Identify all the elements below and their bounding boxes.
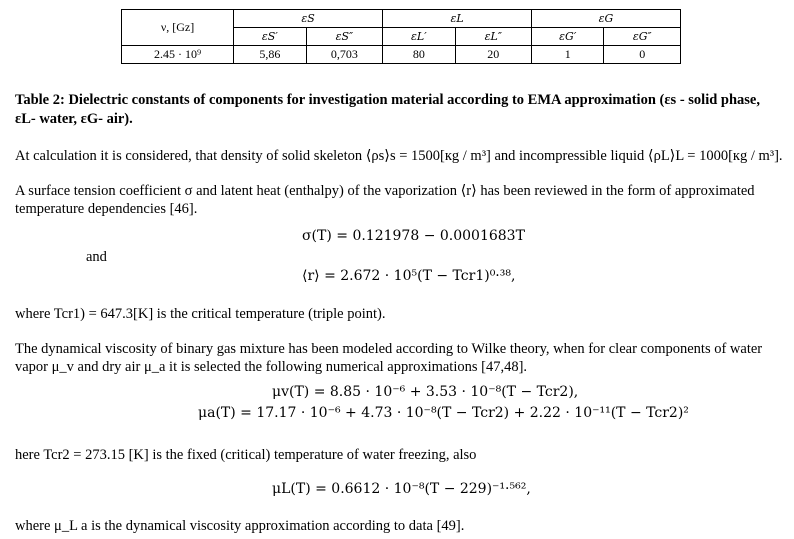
liquid-sub-header-1: εL′ <box>383 28 455 46</box>
gas-imag-value: 0 <box>604 46 681 64</box>
frequency-value: 2.45 · 10⁹ <box>122 46 234 64</box>
table-caption-line1: Table 2: Dielectric constants of components for investigation material according to EMA approximation (εs - solid phase, <box>15 92 760 108</box>
frequency-header: ν, [Gz] <box>122 10 234 46</box>
surface-tension-paragraph-line2: temperature dependencies [46]. <box>15 201 198 217</box>
surface-tension-paragraph-line1: A surface tension coefficient σ and latent heat (enthalpy) of the vaporization ⟨r⟩ has been reviewed in the form of approximated <box>15 183 755 199</box>
equation-sigma: σ(T) = 0.121978 − 0.0001683T <box>302 228 525 244</box>
equation-mu-L: μL(T) = 0.6612 · 10⁻⁸(T − 229)⁻¹·⁵⁶², <box>272 481 531 497</box>
gas-group-header: εG <box>532 10 681 28</box>
liquid-sub-header-2: εL″ <box>455 28 531 46</box>
solid-real-value: 5,86 <box>234 46 307 64</box>
viscosity-paragraph-line2: vapor μ_v and dry air μ_a it is selected the following numerical approximations [47,48]. <box>15 359 528 375</box>
density-paragraph: At calculation it is considered, that density of solid skeleton ⟨ρs⟩s = 1500[кg / m³] and incompressible liquid ⟨ρL⟩L = 1000[кg / m³]. <box>15 148 783 164</box>
gas-sub-header-2: εG″ <box>604 28 681 46</box>
equation-r: ⟨r⟩ = 2.672 · 10⁵(T − Tcr1)⁰·³⁸, <box>302 268 516 284</box>
table-caption-line2: εL- water, εG- air). <box>15 111 133 127</box>
freezing-temp-paragraph: here Tcr2 = 273.15 [K] is the fixed (critical) temperature of water freezing, also <box>15 447 477 463</box>
and-label: and <box>86 249 107 265</box>
liquid-real-value: 80 <box>383 46 455 64</box>
viscosity-paragraph-line1: The dynamical viscosity of binary gas mixture has been modeled according to Wilke theory, when for clear components of water <box>15 341 763 357</box>
equation-mu-v: μv(T) = 8.85 · 10⁻⁶ + 3.53 · 10⁻⁸(T − Tcr2), <box>272 384 579 400</box>
gas-sub-header-1: εG′ <box>532 28 604 46</box>
liquid-group-header: εL <box>383 10 532 28</box>
solid-sub-header-2: εS″ <box>306 28 383 46</box>
gas-real-value: 1 <box>532 46 604 64</box>
dielectric-table <box>121 9 681 64</box>
closing-paragraph: where μ_L a is the dynamical viscosity approximation according to data [49]. <box>15 518 465 534</box>
solid-group-header: εS <box>234 10 383 28</box>
solid-sub-header-1: εS′ <box>234 28 307 46</box>
critical-temp-paragraph: where Tcr1) = 647.3[K] is the critical temperature (triple point). <box>15 306 386 322</box>
liquid-imag-value: 20 <box>455 46 531 64</box>
equation-mu-a: μa(T) = 17.17 · 10⁻⁶ + 4.73 · 10⁻⁸(T − Tcr2) + 2.22 · 10⁻¹¹(T − Tcr2)² <box>198 405 689 421</box>
solid-imag-value: 0,703 <box>306 46 383 64</box>
